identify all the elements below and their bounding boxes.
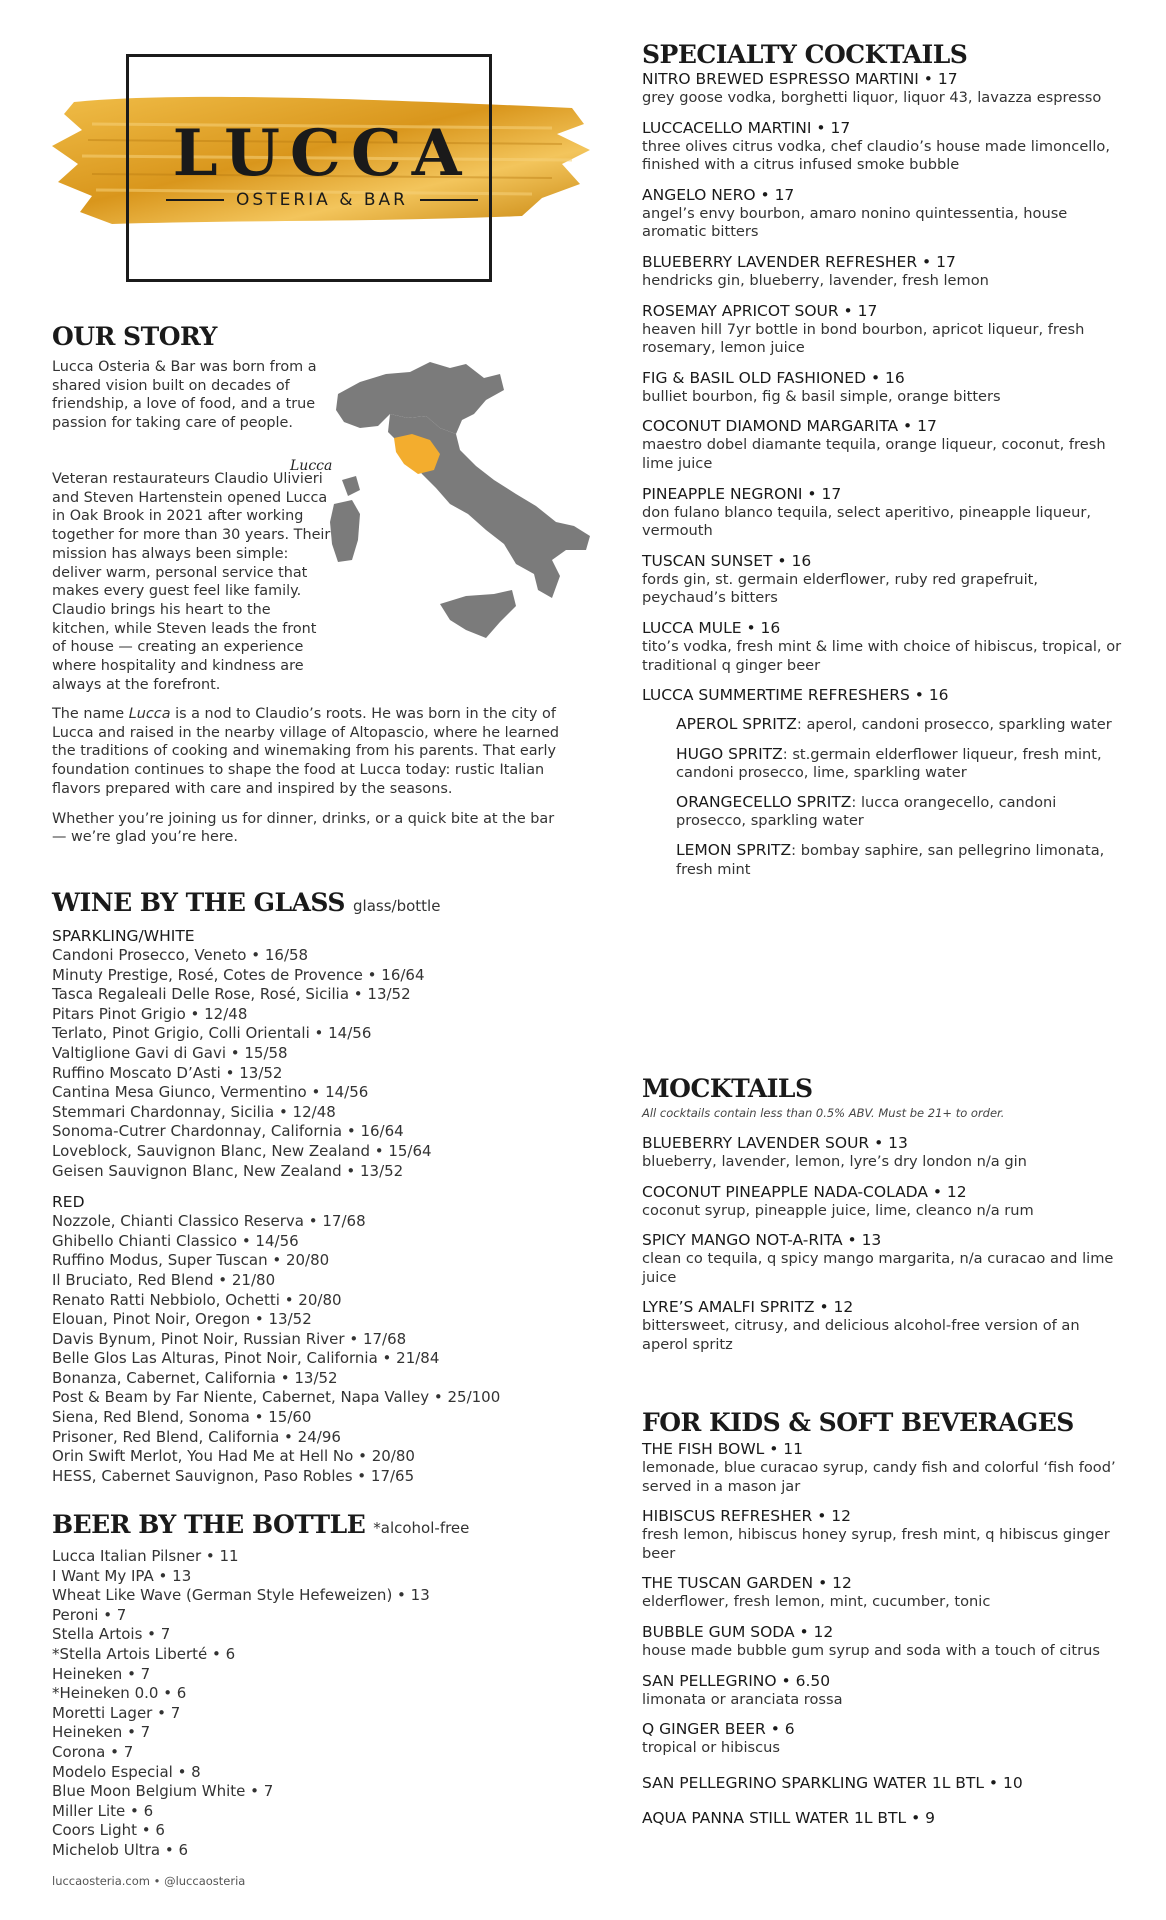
beer-item: Michelob Ultra • 6 (52, 1840, 189, 1859)
cocktail-name: FIG & BASIL OLD FASHIONED • 16 (642, 368, 905, 387)
footer-social[interactable]: luccaosteria.com • @luccaosteria (52, 1874, 246, 1888)
beer-heading-text: BEER BY THE BOTTLE (52, 1510, 366, 1539)
logo (52, 50, 592, 290)
refresher-item (676, 793, 1122, 831)
refresher-desc: : aperol, candoni prosecco, sparkling water (796, 716, 1112, 734)
kids-name: SAN PELLEGRINO SPARKLING WATER 1L BTL • 10 (642, 1773, 1023, 1792)
story-p3-em: Lucca (128, 706, 171, 722)
refresher-desc: : lucca orangecello, candoni prosecco, sparkling water (676, 793, 1057, 830)
wine-item: Elouan, Pinot Noir, Oregon • 13/52 (52, 1310, 312, 1329)
beer-item: Corona • 7 (52, 1742, 134, 1761)
refreshers-subheading: LUCCA SUMMERTIME REFRESHERS • 16 (642, 686, 949, 705)
refresher-item (676, 745, 1122, 783)
kids-item (642, 1574, 1122, 1612)
cocktail-name: ROSEMAY APRICOT SOUR • 17 (642, 301, 878, 320)
cocktail-item (642, 119, 1122, 175)
kids-item (642, 1809, 1122, 1828)
refresher-name: ORANGECELLO SPRITZ (676, 792, 852, 811)
wine-item: Ruffino Modus, Super Tuscan • 20/80 (52, 1251, 330, 1270)
wine-item: Renato Ratti Nebbiolo, Ochetti • 20/80 (52, 1290, 342, 1309)
cocktail-desc: hendricks gin, blueberry, lavender, fresh lemon (642, 271, 989, 289)
story-p3-pre: The name (52, 706, 129, 722)
beer-item: *Heineken 0.0 • 6 (52, 1684, 187, 1703)
wine-item: Ruffino Moscato D’Asti • 13/52 (52, 1063, 283, 1082)
wine-item: Geisen Sauvignon Blanc, New Zealand • 13/52 (52, 1161, 404, 1180)
beer-item: *Stella Artois Liberté • 6 (52, 1644, 236, 1663)
wine-item: Cantina Mesa Giunco, Vermentino • 14/56 (52, 1083, 369, 1102)
kids-name: THE FISH BOWL • 11 (642, 1440, 803, 1458)
wine-item: Minuty Prestige, Rosé, Cotes de Provence • 16/64 (52, 965, 425, 984)
kids-desc: limonata or aranciata rossa (642, 1690, 843, 1708)
wine-item: Sonoma-Cutrer Chardonnay, California • 16/64 (52, 1122, 404, 1141)
refresher-item (676, 715, 1122, 735)
mocktail-desc: coconut syrup, pineapple juice, lime, cleanco n/a rum (642, 1201, 1034, 1219)
story-p3-post: is a nod to Claudio’s roots. He was born in the city of Lucca and raised in the nearby village of Altopascio, where he learned the traditions of cooking and winemaking from his parents. That early foundation continues to shape the food at Lucca today: rustic Italian flavors prepared with care and inspired by the seasons. (52, 706, 560, 797)
cocktail-desc: maestro dobel diamante tequila, orange liqueur, coconut, fresh lime juice (642, 436, 1106, 472)
kids-list (642, 1440, 1122, 1828)
kids-name: SAN PELLEGRINO • 6.50 (642, 1671, 831, 1690)
cocktail-desc: bulliet bourbon, fig & basil simple, orange bitters (642, 387, 1001, 405)
cocktail-desc: fords gin, st. germain elderflower, ruby red grapefruit, peychaud’s bitters (642, 570, 1039, 607)
wine-item: Candoni Prosecco, Veneto • 16/58 (52, 946, 309, 964)
mocktail-desc: bittersweet, citrusy, and delicious alcohol-free version of an aperol spritz (642, 1317, 1080, 1353)
cocktail-name: PINEAPPLE NEGRONI • 17 (642, 484, 842, 503)
mocktail-name: LYRE’S AMALFI SPRITZ • 12 (642, 1298, 854, 1317)
kids-desc: elderflower, fresh lemon, mint, cucumber, tonic (642, 1593, 991, 1611)
beer-item: Coors Light • 6 (52, 1821, 165, 1840)
beer-item: Stella Artois • 7 (52, 1625, 171, 1644)
beer-item: Modelo Especial • 8 (52, 1762, 201, 1781)
wine-item: Tasca Regaleali Delle Rose, Rosé, Sicilia • 13/52 (52, 985, 411, 1004)
wine-item: Loveblock, Sauvignon Blanc, New Zealand • 15/64 (52, 1141, 432, 1160)
kids-name: THE TUSCAN GARDEN • 12 (642, 1574, 852, 1593)
wine-item: Orin Swift Merlot, You Had Me at Hell No • 20/80 (52, 1447, 415, 1466)
beer-alcohol-free-note: *alcohol-free (373, 1519, 470, 1537)
cocktail-item (642, 619, 1122, 675)
beer-item: Lucca Italian Pilsner • 11 (52, 1547, 239, 1565)
wine-item: Nozzole, Chianti Classico Reserva • 17/68 (52, 1212, 366, 1231)
refresher-name: APEROL SPRITZ (676, 715, 797, 734)
cocktail-name: LUCCACELLO MARTINI • 17 (642, 118, 851, 137)
cocktail-item (642, 253, 1122, 291)
cocktail-item (642, 417, 1122, 473)
cocktail-item (642, 552, 1122, 608)
wine-item: Davis Bynum, Pinot Noir, Russian River • 17/68 (52, 1329, 407, 1348)
red-wine-list (52, 1212, 612, 1486)
kids-name: BUBBLE GUM SODA • 12 (642, 1622, 834, 1641)
mocktail-desc: clean co tequila, q spicy mango margarita, n/a curacao and lime juice (642, 1250, 1114, 1286)
kids-item (642, 1720, 1122, 1758)
wine-item: Belle Glos Las Alturas, Pinot Noir, California • 21/84 (52, 1349, 440, 1368)
cocktail-desc: don fulano blanco tequila, select aperitivo, pineapple liqueur, vermouth (642, 503, 1091, 540)
beer-item: Heineken • 7 (52, 1723, 151, 1742)
story-paragraph-4: Whether you’re joining us for dinner, drinks, or a quick bite at the bar — we’re glad you’re here. (52, 810, 555, 846)
cocktail-item (642, 70, 1122, 108)
cocktail-name: BLUEBERRY LAVENDER REFRESHER • 17 (642, 252, 956, 271)
cocktail-desc: three olives citrus vodka, chef claudio’s house made limoncello, finished with a citrus infused smoke bubble (642, 137, 1110, 174)
beer-item: Wheat Like Wave (German Style Hefeweizen) • 13 (52, 1586, 430, 1605)
cocktail-name: LUCCA MULE • 16 (642, 618, 781, 637)
mocktail-name: BLUEBERRY LAVENDER SOUR • 13 (642, 1134, 908, 1152)
refresher-desc: : st.germain elderflower liqueur, fresh mint, candoni prosecco, lime, sparkling water (676, 745, 1102, 782)
mocktail-item (642, 1298, 1122, 1354)
logo-subtitle: OSTERIA & BAR (52, 190, 592, 210)
cocktail-name: NITRO BREWED ESPRESSO MARTINI • 17 (642, 70, 958, 88)
refresher-name: LEMON SPRITZ (676, 841, 792, 860)
kids-name: AQUA PANNA STILL WATER 1L BTL • 9 (642, 1808, 936, 1827)
story-paragraph-3 (52, 705, 572, 799)
wine-item: Stemmari Chardonnay, Sicilia • 12/48 (52, 1102, 336, 1121)
beer-item: I Want My IPA • 13 (52, 1566, 192, 1585)
cocktail-item (642, 485, 1122, 541)
our-story-heading: OUR STORY (52, 322, 217, 351)
kids-desc: lemonade, blue curacao syrup, candy fish and colorful ‘fish food’ served in a mason jar (642, 1459, 1116, 1495)
wine-item: Bonanza, Cabernet, California • 13/52 (52, 1368, 338, 1387)
kids-item (642, 1507, 1122, 1563)
kids-desc: fresh lemon, hibiscus honey syrup, fresh mint, q hibiscus ginger beer (642, 1526, 1110, 1562)
cocktail-list (642, 70, 1122, 675)
beer-item: Moretti Lager • 7 (52, 1703, 181, 1722)
mocktails-heading: MOCKTAILS (642, 1074, 813, 1103)
kids-item (642, 1774, 1122, 1793)
beer-item: Heineken • 7 (52, 1664, 151, 1683)
mocktails-note: All cocktails contain less than 0.5% ABV. Must be 21+ to order. (642, 1106, 1005, 1120)
white-wine-subheading: SPARKLING/WHITE (52, 927, 195, 945)
beer-list (52, 1547, 612, 1861)
beer-item: Blue Moon Belgium White • 7 (52, 1782, 274, 1801)
wine-item: Terlato, Pinot Grigio, Colli Orientali • 14/56 (52, 1024, 372, 1043)
kids-desc: house made bubble gum syrup and soda with a touch of citrus (642, 1641, 1100, 1659)
wine-item: HESS, Cabernet Sauvignon, Paso Robles • 17/65 (52, 1466, 415, 1485)
cocktail-item (642, 369, 1122, 407)
wine-item: Prisoner, Red Blend, California • 24/96 (52, 1427, 341, 1446)
wine-heading-text: WINE BY THE GLASS (52, 888, 345, 917)
cocktail-item (642, 302, 1122, 358)
story-paragraph-1: Lucca Osteria & Bar was born from a shared vision built on decades of friendship, a love of food, and a true passion for taking care of people. (52, 359, 317, 432)
wine-item: Valtiglione Gavi di Gavi • 15/58 (52, 1043, 288, 1062)
map-label-lucca: Lucca (290, 458, 333, 474)
mocktail-list (642, 1134, 1122, 1355)
mocktail-name: SPICY MANGO NOT-A-RITA • 13 (642, 1231, 882, 1250)
cocktail-desc: heaven hill 7yr bottle in bond bourbon, apricot liqueur, fresh rosemary, lemon juice (642, 320, 1085, 357)
wine-item: Pitars Pinot Grigio • 12/48 (52, 1004, 248, 1023)
beer-heading (52, 1510, 612, 1543)
cocktails-heading: SPECIALTY COCKTAILS (642, 40, 968, 69)
cocktail-name: COCONUT DIAMOND MARGARITA • 17 (642, 417, 937, 436)
cocktail-name: ANGELO NERO • 17 (642, 185, 795, 204)
refresher-desc: : bombay saphire, san pellegrino limonata, fresh mint (676, 842, 1105, 878)
kids-item (642, 1440, 1122, 1496)
cocktail-name: TUSCAN SUNSET • 16 (642, 551, 812, 570)
beer-item: Miller Lite • 6 (52, 1801, 154, 1820)
white-wine-list (52, 946, 612, 1181)
refresher-list (642, 715, 1122, 879)
mocktail-name: COCONUT PINEAPPLE NADA-COLADA • 12 (642, 1182, 967, 1201)
mocktail-desc: blueberry, lavender, lemon, lyre’s dry london n/a gin (642, 1153, 1027, 1170)
wine-item: Post & Beam by Far Niente, Cabernet, Napa Valley • 25/100 (52, 1388, 501, 1407)
kids-item (642, 1672, 1122, 1710)
kids-name: Q GINGER BEER • 6 (642, 1720, 795, 1739)
cocktail-desc: angel’s envy bourbon, amaro nonino quintessentia, house aromatic bitters (642, 204, 1068, 241)
beer-item: Peroni • 7 (52, 1605, 127, 1624)
wine-item: Ghibello Chianti Classico • 14/56 (52, 1231, 299, 1250)
mocktail-item (642, 1231, 1122, 1287)
wine-glass-bottle-note: glass/bottle (353, 897, 441, 915)
cocktail-desc: tito’s vodka, fresh mint & lime with choice of hibiscus, tropical, or traditional q ginger beer (642, 637, 1122, 674)
cocktail-item (642, 186, 1122, 242)
kids-heading: FOR KIDS & SOFT BEVERAGES (642, 1408, 1074, 1437)
logo-title: LUCCA (172, 116, 472, 191)
mocktail-item (642, 1134, 1122, 1172)
kids-item (642, 1623, 1122, 1661)
refresher-name: HUGO SPRITZ (676, 744, 783, 763)
kids-desc: tropical or hibiscus (642, 1739, 780, 1757)
kids-name: HIBISCUS REFRESHER • 12 (642, 1507, 852, 1526)
wine-heading (52, 888, 612, 921)
wine-item: Il Bruciato, Red Blend • 21/80 (52, 1270, 276, 1289)
cocktail-desc: grey goose vodka, borghetti liquor, liquor 43, lavazza espresso (642, 89, 1102, 106)
refresher-item (676, 841, 1122, 879)
red-wine-subheading: RED (52, 1193, 85, 1212)
story-paragraph-2-text: Veteran restaurateurs Claudio Ulivieri and Steven Hartenstein opened Lucca in Oak Brook in 2021 after working together for more than 30 years. Their mission has always been simple: deliver warm, personal service that makes every guest feel like family. Claudio brings his heart to the kitchen, while Steven leads the front of house — creating an experience where hospitality and kindness are always at the forefront. (52, 471, 331, 693)
wine-item: Siena, Red Blend, Sonoma • 15/60 (52, 1408, 312, 1427)
story-paragraph-2 (52, 470, 592, 694)
mocktail-item (642, 1183, 1122, 1221)
